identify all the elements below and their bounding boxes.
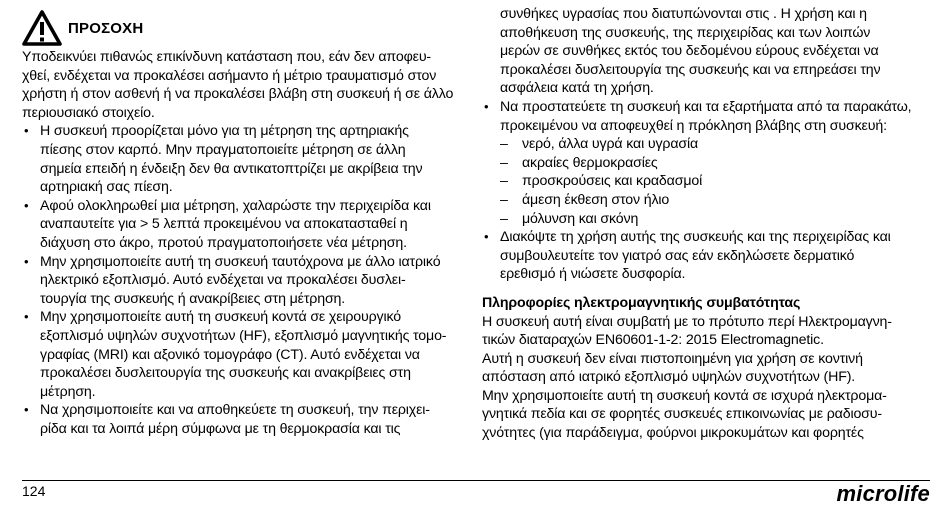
bullet-line: προκειμένου να αποφευχθεί η πρόκληση βλάβης στη συσκευή:: [500, 117, 887, 134]
bullet-icon: •: [24, 197, 29, 213]
warning-bullet-storage: [22, 401, 454, 438]
continuation-line: ασφάλεια κατά τη χρήση.: [500, 80, 654, 97]
emc-line: Η συσκευή αυτή είναι συμβατή με το πρότυπο περί Ηλεκτρομαγνη-: [482, 313, 892, 330]
intro-line: Υποδεικνύει πιθανώς επικίνδυνη κατάσταση που, εάν δεν αποφευ-: [22, 49, 432, 65]
dash-item: [482, 210, 930, 229]
dash-icon: –: [500, 173, 508, 190]
protect-list: [482, 135, 930, 228]
bullet-icon: •: [484, 229, 489, 245]
dash-item-text: ακραίες θερμοκρασίες: [522, 154, 658, 171]
continuation-line: συνθήκες υγρασίας που διατυπώνονται στις . Η χρήση και η: [500, 6, 867, 22]
bullet-line: ερεθισμό ή νιώσετε δυσφορία.: [500, 266, 686, 283]
warning-intro: [22, 48, 454, 122]
emc-line: χνότητες (για παράδειγμα, φούρνοι μικροκυμάτων και φορητές: [482, 425, 864, 442]
dash-item-text: νερό, άλλα υγρά και υγρασία: [522, 136, 699, 153]
left-column: [22, 0, 454, 438]
warning-bullet-other-equipment: [22, 253, 454, 309]
dash-item: [482, 172, 930, 191]
bullet-line: Να προστατεύετε τη συσκευή και τα εξαρτήματα από τα παρακάτω,: [500, 98, 912, 115]
dash-item-text: άμεση έκθεση στον ήλιο: [522, 191, 670, 208]
warning-bullet-wrist: [22, 122, 454, 196]
bullet-icon: •: [24, 402, 29, 418]
bullet-line: Διακόψτε τη χρήση αυτής της συσκευής και της περιχειρίδας και: [500, 229, 891, 246]
bullet-line: αναπαυτείτε για > 5 λεπτά προκειμένου να αποκατασταθεί η: [40, 216, 408, 233]
bullet-line: Αφού ολοκληρωθεί μια μέτρηση, χαλαρώστε την περιχειρίδα και: [40, 197, 431, 214]
emc-paragraph: [482, 313, 930, 443]
dash-icon: –: [500, 136, 508, 153]
bullet-line: μέτρηση.: [40, 383, 96, 400]
bullet-line: ηλεκτρικό εξοπλισμό. Αυτό ενδέχεται να προκαλέσει δυσλει-: [40, 272, 406, 289]
dash-icon: –: [500, 154, 508, 171]
dash-item: [482, 191, 930, 210]
storage-continuation: [482, 5, 930, 98]
emc-line: απόσταση από ιατρικό εξοπλισμό υψηλών συχνοτήτων (HF).: [482, 369, 856, 386]
protect-bullet: [482, 98, 930, 135]
page-number: 124: [22, 483, 46, 499]
bullet-line: τουργία της συσκευής ή ανακρίβειες στη μέτρηση.: [40, 290, 346, 307]
bullet-line: Η συσκευή προορίζεται μόνο για τη μέτρηση της αρτηριακής: [40, 123, 409, 140]
intro-line: χρήστη ή στον ασθενή ή να προκαλέσει βλάβη στη συσκευή ή σε άλλο: [22, 86, 454, 103]
warning-header: [22, 8, 454, 48]
bullet-icon: •: [24, 253, 29, 269]
bullet-line: αρτηριακή σας πίεση.: [40, 179, 173, 196]
warning-bullet-rest: [22, 197, 454, 253]
emc-line: Μην χρησιμοποιείτε αυτή τη συσκευή κοντά σε ισχυρά ηλεκτρομα-: [482, 387, 887, 404]
bullet-line: σημεία επειδή η ένδειξη δεν θα αντικατοπτρίζει με ακρίβεια την: [40, 160, 423, 177]
dash-icon: –: [500, 210, 508, 227]
intro-line: χθεί, ενδέχεται να προκαλέσει ασήμαντο ή μέτριο τραυματισμό στον: [22, 67, 437, 84]
emc-line: τικών διαταραχών EN60601-1-2: 2015 Electromagnetic.: [482, 332, 824, 349]
dash-item-text: μόλυνση και σκόνη: [522, 210, 639, 227]
emc-heading: Πληροφορίες ηλεκτρομαγνητικής συμβατότητας: [482, 294, 801, 311]
warning-triangle-icon: [22, 10, 62, 46]
bullet-line: γραφίας (MRI) και αξονικό τομογράφο (CT). Αυτό ενδέχεται να: [40, 346, 420, 363]
continuation-line: μερών σε συνθήκες εκτός του δεδομένου εύρους ενδέχεται να: [500, 43, 879, 60]
bullet-line: πίεσης στον καρπό. Μην πραγματοποιείτε μέτρηση σε άλλη: [40, 141, 406, 158]
bullet-icon: •: [484, 98, 489, 114]
dash-item: [482, 135, 930, 154]
continuation-line: αποθήκευση της συσκευής, της περιχειρίδας και των λοιπών: [500, 24, 871, 41]
warning-title: ΠΡΟΣΟΧΗ: [68, 19, 144, 37]
bullet-line: διάχυση στο άκρο, προτού πραγματοποιήσετε νέα μέτρηση.: [40, 234, 407, 251]
brand-logo: microlife: [836, 481, 930, 506]
stop-use-bullet: [482, 228, 930, 284]
right-column: [482, 5, 930, 443]
bullet-icon: •: [24, 123, 29, 139]
bullet-line: προκαλέσει δυσλειτουργία της συσκευής και ανακρίβειες στη: [40, 365, 411, 382]
dash-icon: –: [500, 191, 508, 208]
bullet-icon: •: [24, 309, 29, 325]
footer-divider: [22, 480, 930, 481]
emc-line: γνητικά πεδία και σε φορητές συσκευές επικοινωνίας με ραδιοσυ-: [482, 406, 882, 423]
dash-item-text: προσκρούσεις και κραδασμοί: [522, 173, 703, 190]
warning-bullet-hf-mri-ct: [22, 308, 454, 401]
intro-line: περιουσιακό στοιχείο.: [22, 104, 155, 121]
emc-line: Αυτή η συσκευή δεν είναι πιστοποιημένη για χρήση σε κοντινή: [482, 350, 863, 367]
bullet-line: ρίδα και τα λοιπά μέρη σύμφωνα με τη θερμοκρασία και τις: [40, 420, 401, 437]
bullet-line: εξοπλισμό υψηλών συχνοτήτων (HF), εξοπλισμό μαγνητικής τομο-: [40, 327, 447, 344]
bullet-line: Να χρησιμοποιείτε και να αποθηκεύετε τη συσκευή, την περιχει-: [40, 402, 430, 419]
bullet-line: συμβουλευτείτε τον γιατρό σας εάν εκδηλώσετε δερματικό: [500, 247, 855, 264]
dash-item: [482, 154, 930, 173]
bullet-line: Μην χρησιμοποιείτε αυτή τη συσκευή ταυτόχρονα με άλλο ιατρικό: [40, 253, 441, 270]
bullet-line: Μην χρησιμοποιείτε αυτή τη συσκευή κοντά σε χειρουργικό: [40, 309, 402, 326]
continuation-line: προκαλέσει δυσλειτουργία της συσκευής και να επηρεάσει την: [500, 61, 881, 78]
